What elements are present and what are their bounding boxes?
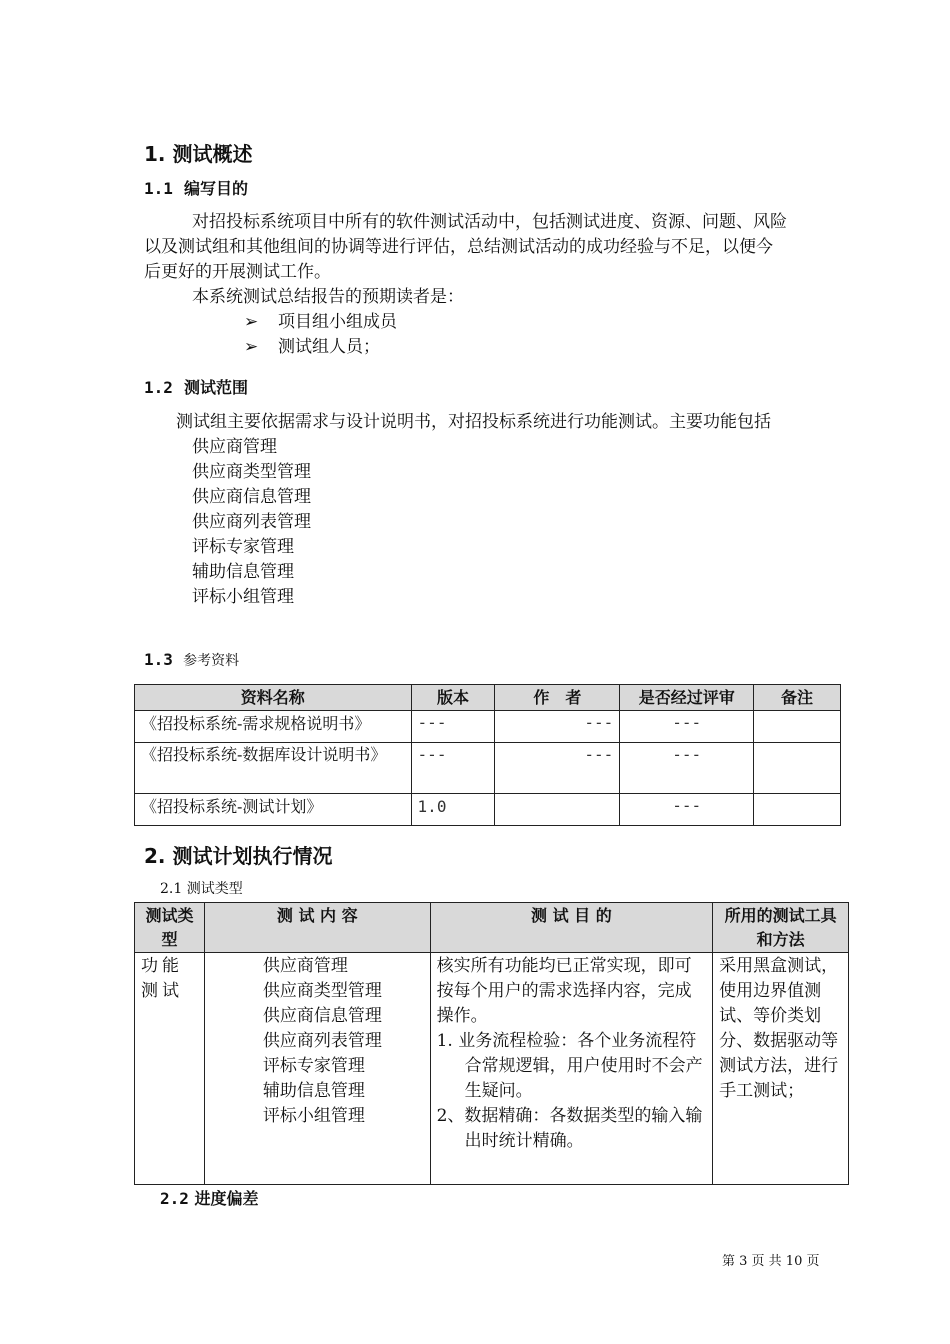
column-header: 测 试 目 的 <box>430 903 713 953</box>
references-table <box>134 684 841 826</box>
list-item: 评标专家管理 <box>262 1056 365 1076</box>
reference-reviewed: --- <box>620 743 754 794</box>
table-row <box>135 743 841 794</box>
section-title: 编写目的 <box>184 179 249 198</box>
reference-name: 《招投标系统-需求规格说明书》 <box>135 711 412 743</box>
section-1-1-heading <box>144 176 248 199</box>
table-header-row <box>135 903 849 953</box>
reader-item: ➢ 测试组人员； <box>144 335 844 360</box>
reference-name: 《招投标系统-数据库设计说明书》 <box>135 743 412 794</box>
table-row <box>135 794 841 826</box>
section-title: 进度偏差 <box>194 1189 259 1208</box>
section-number: 1.1 <box>144 179 173 198</box>
purpose-intro: 核实所有功能均已正常实现，即可按每个用户的需求选择内容，完成操作。 <box>436 956 692 1026</box>
column-header: 测试类型 <box>135 903 205 953</box>
table-row <box>135 953 849 1185</box>
section-2-1-heading: 2.1 测试类型 <box>160 881 243 897</box>
page-footer: 第 3 页 共 10 页 <box>722 1254 820 1269</box>
arrow-bullet-icon: ➢ <box>244 337 259 357</box>
column-header: 备注 <box>754 685 841 711</box>
section-1-2-heading <box>144 375 248 398</box>
reference-note <box>754 711 841 743</box>
list-item: 评标小组管理 <box>262 1106 365 1126</box>
section-1-3-heading <box>144 650 239 670</box>
column-header: 资料名称 <box>135 685 412 711</box>
table-header-row <box>135 685 841 711</box>
table-row <box>135 711 841 743</box>
column-header: 是否经过评审 <box>620 685 754 711</box>
list-item: 供应商信息管理 <box>262 1006 382 1026</box>
purpose-paragraph <box>144 210 844 360</box>
readers-intro: 本系统测试总结报告的预期读者是： <box>192 287 464 307</box>
scope-intro: 测试组主要依据需求与设计说明书，对招投标系统进行功能测试。主要功能包括 <box>176 412 771 432</box>
column-header: 版本 <box>411 685 495 711</box>
reference-reviewed: --- <box>620 794 754 826</box>
reference-version: 1.0 <box>411 794 495 826</box>
list-item: 供应商信息管理 <box>192 487 311 507</box>
list-item: 辅助信息管理 <box>192 562 294 582</box>
list-item: 评标专家管理 <box>192 537 294 557</box>
test-type: 功能测试 <box>135 953 205 1185</box>
reference-version: --- <box>411 743 495 794</box>
test-type-table <box>134 902 849 1185</box>
section-number: 2.2 <box>160 1189 189 1208</box>
column-header: 作 者 <box>495 685 620 711</box>
test-purpose <box>430 953 713 1185</box>
list-item: 供应商列表管理 <box>192 512 311 532</box>
purpose-item: 2、数据精确：各数据类型的输入输出时统计精确。 <box>436 1106 703 1151</box>
test-tools: 采用黑盒测试，使用边界值测试、等价类划分、数据驱动等测试方法，进行手工测试； <box>713 953 849 1185</box>
list-item: 供应商列表管理 <box>262 1031 382 1051</box>
column-header: 测 试 内 容 <box>204 903 430 953</box>
section-1-heading: 1. 测试概述 <box>144 142 253 166</box>
list-item: 供应商类型管理 <box>192 462 311 482</box>
list-item: 辅助信息管理 <box>262 1081 365 1101</box>
section-title: 参考资料 <box>183 653 240 669</box>
reference-note <box>754 794 841 826</box>
reference-version: --- <box>411 711 495 743</box>
section-2-2-heading <box>160 1186 259 1209</box>
reference-name: 《招投标系统-测试计划》 <box>135 794 412 826</box>
paragraph-line: 后更好的开展测试工作。 <box>144 262 331 282</box>
list-item: 供应商管理 <box>262 956 348 976</box>
purpose-item: 1. 业务流程检验：各个业务流程符合常规逻辑，用户使用时不会产生疑问。 <box>436 1031 703 1101</box>
function-list <box>192 435 311 610</box>
list-item: 评标小组管理 <box>192 587 294 607</box>
reference-reviewed: --- <box>620 711 754 743</box>
column-header: 所用的测试工具和方法 <box>713 903 849 953</box>
reference-author <box>495 794 620 826</box>
list-item: 供应商管理 <box>192 437 277 457</box>
section-title: 测试范围 <box>184 378 249 397</box>
list-item: 供应商类型管理 <box>262 981 382 1001</box>
section-number: 1.3 <box>144 650 173 669</box>
section-number: 1.2 <box>144 378 173 397</box>
reference-author: --- <box>495 743 620 794</box>
section-2-heading: 2. 测试计划执行情况 <box>144 844 333 868</box>
reference-author: --- <box>495 711 620 743</box>
paragraph-line: 对招投标系统项目中所有的软件测试活动中，包括测试进度、资源、问题、风险 <box>192 212 787 232</box>
reader-item: ➢ 项目组小组成员 <box>144 310 844 335</box>
paragraph-line: 以及测试组和其他组间的协调等进行评估，总结测试活动的成功经验与不足，以便今 <box>144 237 773 257</box>
arrow-bullet-icon: ➢ <box>244 312 259 332</box>
test-contents <box>204 953 430 1185</box>
reference-note <box>754 743 841 794</box>
